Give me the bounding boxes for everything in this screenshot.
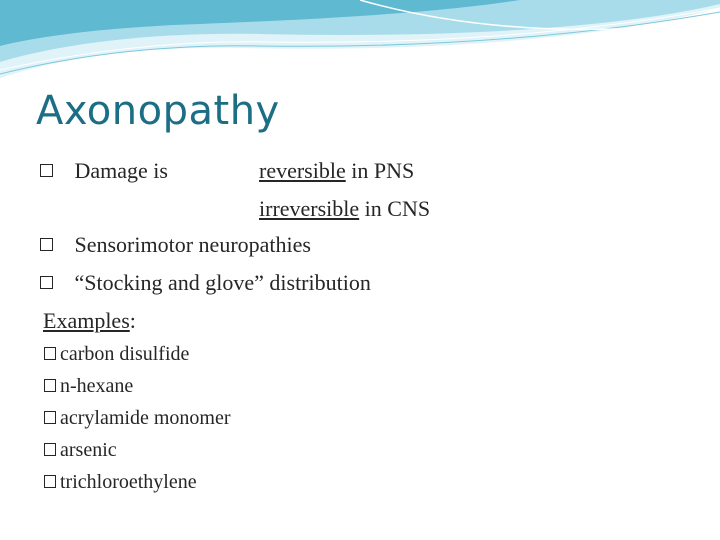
- bullet-text: “Stocking and glove” distribution: [74, 270, 371, 295]
- example-text: n-hexane: [60, 375, 134, 397]
- damage-label: Damage is: [74, 158, 168, 183]
- bullet-box-icon: [44, 347, 56, 360]
- example-item: [44, 375, 133, 398]
- examples-label: Examples: [43, 308, 130, 333]
- example-item: [44, 407, 231, 430]
- example-text: trichloroethylene: [60, 471, 197, 493]
- bullet-box-icon: [44, 411, 56, 424]
- examples-colon: :: [129, 308, 136, 333]
- irreversible-rest: in CNS: [359, 196, 431, 221]
- reversible-rest: in PNS: [345, 158, 415, 183]
- bullet-box-icon: [44, 443, 56, 456]
- bullet-box-icon: [44, 475, 56, 488]
- example-text: carbon disulfide: [60, 343, 190, 365]
- slide-title: Axonopathy: [36, 88, 280, 134]
- example-item: [44, 439, 117, 462]
- bullet-box-icon: [44, 379, 56, 392]
- example-text: acrylamide monomer: [60, 407, 231, 429]
- irreversible-word: irreversible: [259, 196, 360, 221]
- example-text: arsenic: [60, 439, 117, 461]
- reversible-word: reversible: [259, 158, 346, 183]
- example-item: [44, 471, 197, 494]
- example-item: [44, 343, 189, 366]
- bullet-text: Sensorimotor neuropathies: [74, 232, 311, 257]
